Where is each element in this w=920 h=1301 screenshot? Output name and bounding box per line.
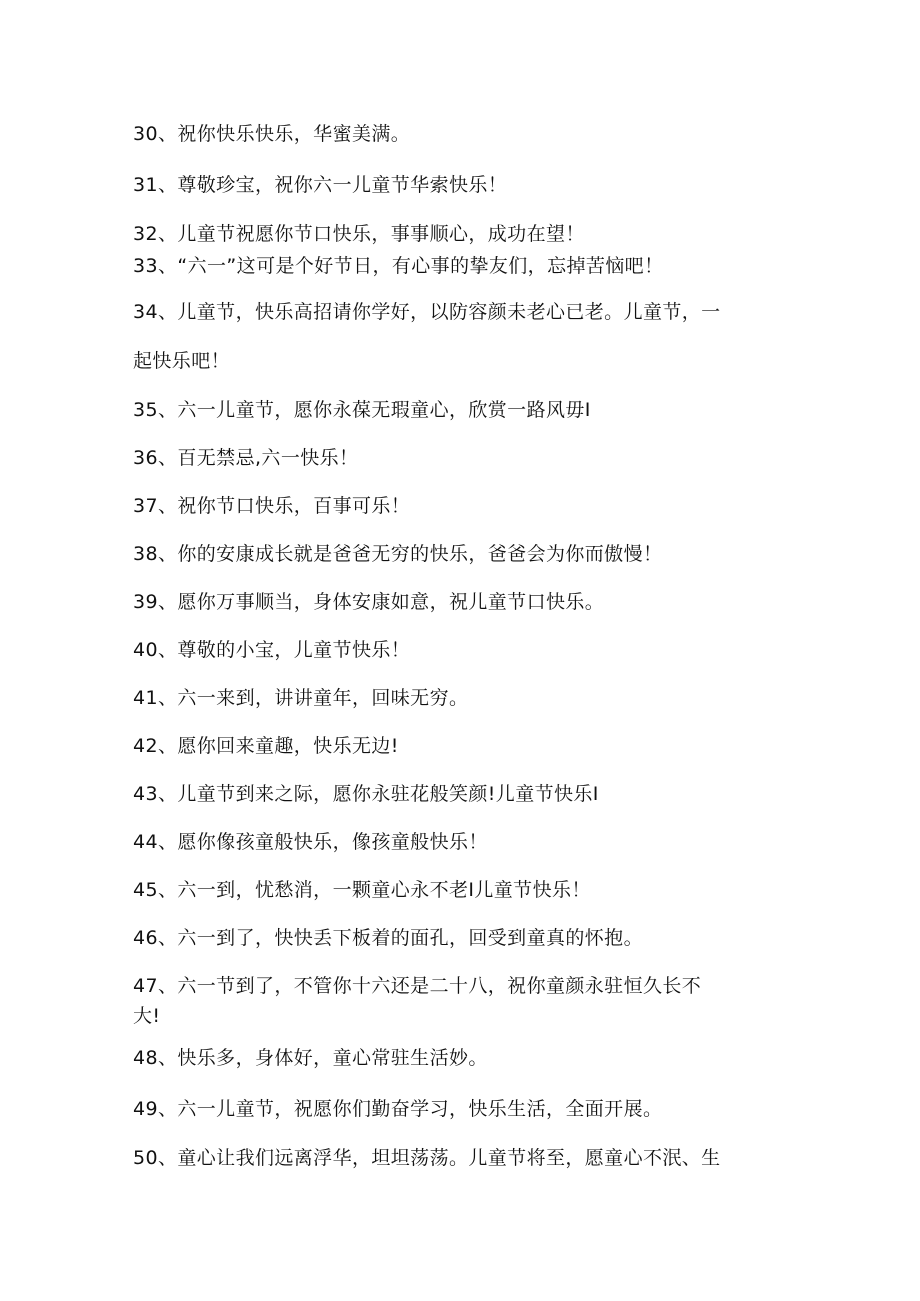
text-line: 起快乐吧！: [133, 350, 231, 372]
text-line: 40、尊敬的小宝，儿童节快乐！: [133, 639, 411, 661]
text-line: 38、你的安康成长就是爸爸无穷的快乐，爸爸会为你而傲慢！: [133, 543, 663, 565]
text-line: 44、愿你像孩童般快乐，像孩童般快乐！: [133, 831, 488, 853]
text-line: 47、六一节到了，不管你十六还是二十八，祝你童颜永驻恒久长不: [133, 975, 702, 997]
text-line: 37、祝你节口快乐，百事可乐！: [133, 495, 411, 517]
text-line: 50、童心让我们远离浮华，坦坦荡荡。儿童节将至，愿童心不泯、生: [133, 1147, 721, 1169]
text-line: 46、六一到了，快快丢下板着的面孔，回受到童真的怀抱。: [133, 927, 643, 949]
text-line: 36、百无禁忌,六一快乐！: [133, 447, 359, 469]
text-line: 48、快乐多，身体好，童心常驻生活妙。: [133, 1047, 488, 1069]
text-line: 32、儿童节祝愿你节口快乐，事事顺心，成功在望！: [133, 223, 585, 245]
text-line: 42、愿你回来童趣，快乐无边!: [133, 735, 399, 757]
text-line: 大!: [133, 1005, 161, 1027]
text-line: 31、尊敬珍宝，祝你六一儿童节华索快乐！: [133, 174, 508, 196]
text-line: 33、“六一”这可是个好节日，有心事的挚友们，忘掉苦恼吧！: [133, 255, 664, 277]
text-line: 43、儿童节到来之际，愿你永驻花般笑颜!儿童节快乐I: [133, 783, 599, 805]
text-line: 49、六一儿童节，祝愿你们勤奋学习，快乐生活，全面开展。: [133, 1098, 663, 1120]
text-line: 45、六一到，忧愁消，一颗童心永不老I儿童节快乐！: [133, 879, 591, 901]
text-line: 39、愿你万事顺当，身体安康如意，祝儿童节口快乐。: [133, 591, 605, 613]
text-line: 34、儿童节，快乐高招请你学好，以防容颜未老心已老。儿童节，一: [133, 301, 721, 323]
text-line: 35、六一儿童节，愿你永葆无瑕童心，欣赏一路风毋I: [133, 399, 591, 421]
text-line: 41、六一来到，讲讲童年，回味无穷。: [133, 687, 469, 709]
text-line: 30、祝你快乐快乐，华蜜美满。: [133, 123, 411, 145]
